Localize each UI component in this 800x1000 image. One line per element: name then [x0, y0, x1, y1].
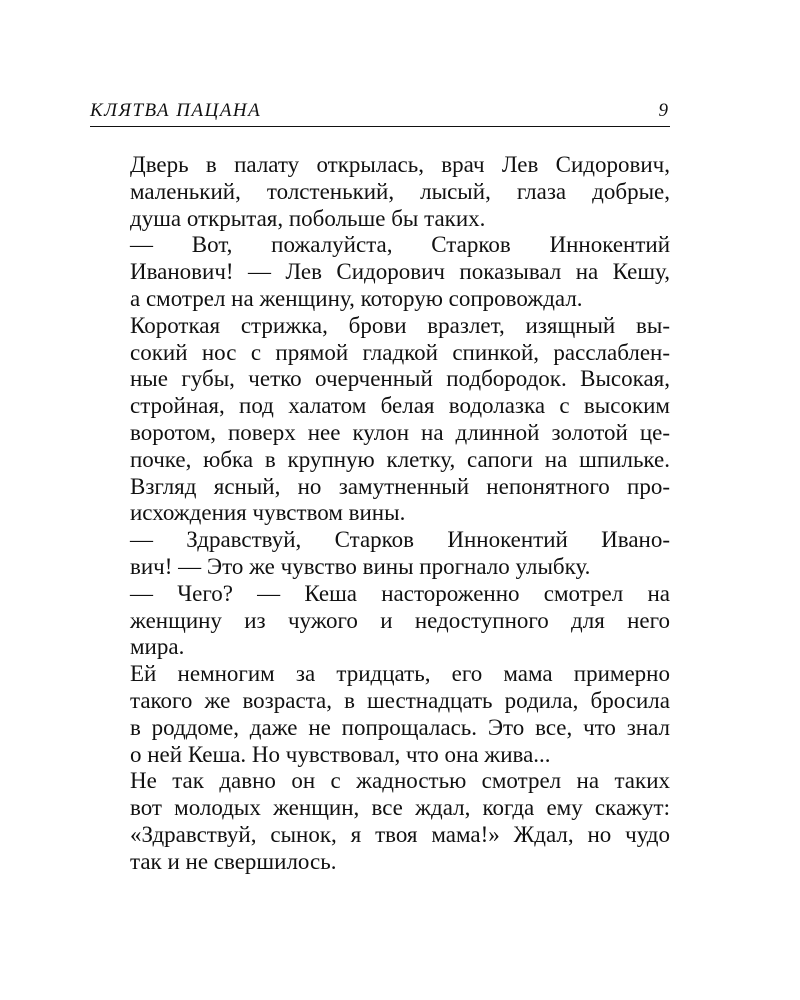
- book-title: КЛЯТВА ПАЦАНА: [90, 100, 262, 121]
- text-line: — Чего? — Кеша настороженно смотрел на: [130, 580, 670, 606]
- text-line: душа открытая, побольше бы таких.: [130, 205, 486, 231]
- paragraph: [90, 232, 670, 312]
- text-line: такого же возраста, в шестнадцать родила, бросила: [130, 687, 670, 713]
- text-line: Дверь в палату открылась, врач Лев Сидорович,: [130, 152, 670, 177]
- text-line: Короткая стрижка, брови вразлет, изящный вы-: [130, 312, 670, 338]
- text-line: вот молодых женщин, все ждал, когда ему скажут:: [130, 795, 670, 821]
- text-line: ные губы, четко очерченный подбородок. Высокая,: [130, 366, 670, 392]
- text-line: мира.: [130, 634, 185, 660]
- text-line: «Здравствуй, сынок, я твоя мама!» Ждал, но чудо: [130, 821, 670, 847]
- text-line: а смотрел на женщину, которую сопровождал.: [130, 285, 583, 311]
- running-head: [90, 100, 670, 127]
- text-line: Ей немногим за тридцать, его мама примерно: [130, 661, 670, 687]
- text-line: так и не свершилось.: [130, 848, 337, 874]
- text-line: сокий нос с прямой гладкой спинкой, расслаблен-: [130, 339, 670, 365]
- text-line: стройная, под халатом белая водолазка с высоким: [130, 393, 670, 419]
- paragraph: [90, 152, 670, 232]
- text-line: о ней Кеша. Но чувствовал, что она жива...: [130, 741, 551, 767]
- text-line: исхождения чувством вины.: [130, 500, 406, 526]
- text-line: в роддоме, даже не попрощалась. Это все, что знал: [130, 714, 670, 740]
- text-line: Не так давно он с жадностью смотрел на таких: [130, 768, 670, 794]
- text-line: воротом, поверх нее кулон на длинной золотой це-: [130, 419, 670, 445]
- paragraph: [90, 527, 670, 581]
- book-page: [90, 100, 670, 876]
- paragraph: [90, 661, 670, 768]
- page-number: 9: [658, 100, 668, 121]
- paragraph: [90, 581, 670, 661]
- text-line: женщину из чужого и недоступного для него: [130, 607, 670, 633]
- text-line: Взгляд ясный, но замутненный непонятного про-: [130, 473, 670, 499]
- text-line: маленький, толстенький, лысый, глаза добрые,: [130, 178, 670, 204]
- text-line: вич! — Это же чувство вины прогнало улыбку.: [130, 553, 591, 579]
- text-line: почке, юбка в крупную клетку, сапоги на шпильке.: [130, 446, 670, 472]
- text-line: — Здравствуй, Старков Иннокентий Ивано-: [130, 527, 670, 553]
- paragraph: [90, 313, 670, 527]
- paragraph: [90, 768, 670, 875]
- text-line: Иванович! — Лев Сидорович показывал на Кешу,: [130, 259, 670, 285]
- text-line: — Вот, пожалуйста, Старков Иннокентий: [130, 232, 670, 258]
- body-text: [90, 152, 670, 876]
